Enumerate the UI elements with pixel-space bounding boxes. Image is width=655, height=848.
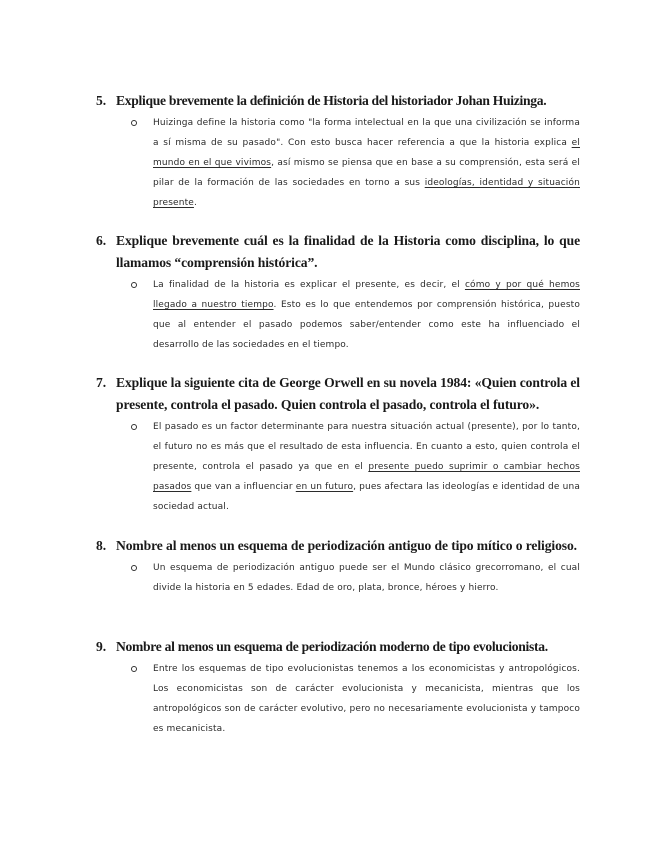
answer-item bbox=[96, 659, 580, 739]
answer-item bbox=[96, 275, 580, 355]
answer-text bbox=[153, 558, 580, 598]
question-title: Explique brevemente cuál es la finalidad de la Historia como disciplina, lo que llamamos “comprensión histórica”. bbox=[116, 233, 580, 270]
underlined-text: presente puedo suprimir o cambiar hechos pasados bbox=[153, 462, 580, 492]
hollow-bullet-icon bbox=[96, 275, 134, 355]
hollow-bullet-icon bbox=[96, 417, 134, 517]
answer-item bbox=[96, 113, 580, 213]
question-number: 7. bbox=[96, 375, 107, 390]
question-6 bbox=[96, 230, 580, 355]
question-8 bbox=[96, 535, 580, 598]
answer-text-run: , así mismo se piensa que en base a su comprensión, esta será el pilar de la formación de las sociedades en torno a sus bbox=[153, 158, 581, 188]
answer-item bbox=[96, 558, 580, 598]
question-number: 8. bbox=[96, 538, 107, 553]
hollow-bullet-icon bbox=[96, 659, 134, 739]
answer-text-run: El pasado es un factor determinante para nuestra situación actual (presente), por lo tanto, el futuro no es más que el resultado de esta influencia. En cuanto a esto, quien controla el presente, controla el pasado ya que en el bbox=[153, 422, 580, 472]
question-number: 5. bbox=[96, 93, 107, 108]
underlined-text: en un futuro bbox=[295, 482, 354, 492]
answer-text bbox=[153, 113, 580, 213]
question-title: Nombre al menos un esquema de periodización moderno de tipo evolucionista. bbox=[116, 639, 548, 654]
answer-text bbox=[153, 275, 580, 355]
underlined-text: el mundo en el que vivimos bbox=[153, 138, 580, 168]
answer-text-run: Entre los esquemas de tipo evolucionistas tenemos a los economicistas y antropológicos. Los economicistas son de carácter evolucionista y mecanicista, mientras que los antropológicos son de carácter evolutivo, pero no necesariamente evolucionista y tampoco es mecanicista. bbox=[153, 664, 580, 734]
answer-text-run: . bbox=[193, 198, 197, 208]
question-title: Nombre al menos un esquema de periodización antiguo de tipo mítico o religioso. bbox=[116, 538, 577, 553]
question-number: 9. bbox=[96, 639, 107, 654]
answer-text-run: Huizinga define la historia como "la forma intelectual en la que una civilización se informa a sí misma de su pasado". Con esto busca hacer referencia a que la historia explica bbox=[153, 118, 580, 148]
question-title: Explique la siguiente cita de George Orwell en su novela 1984: «Quien controla el presente, controla el pasado. Quien controla el pasado, controla el futuro». bbox=[116, 375, 580, 412]
hollow-bullet-icon bbox=[96, 558, 134, 598]
answer-text-run: que van a influenciar bbox=[191, 482, 296, 492]
question-number: 6. bbox=[96, 233, 107, 248]
answer-text-run: La finalidad de la historia es explicar el presente, es decir, el bbox=[153, 280, 465, 290]
question-9 bbox=[96, 636, 580, 739]
underlined-text: ideologías, identidad y situación presente bbox=[153, 178, 580, 208]
hollow-bullet-icon bbox=[96, 113, 134, 213]
answer-item bbox=[96, 417, 580, 517]
answer-text bbox=[153, 659, 580, 739]
underlined-text: cómo y por qué hemos llegado a nuestro tiempo bbox=[153, 280, 580, 310]
question-title: Explique brevemente la definición de Historia del historiador Johan Huizinga. bbox=[116, 93, 547, 108]
answer-text-run: Un esquema de periodización antiguo puede ser el Mundo clásico grecorromano, el cual divide la historia en 5 edades. Edad de oro, plata, bronce, héroes y hierro. bbox=[153, 563, 580, 593]
answer-text-run: . Esto es lo que entendemos por comprensión histórica, puesto que al entender el pasado podemos saber/entender como este ha influenciado el desarrollo de las sociedades en el tiempo. bbox=[153, 300, 580, 350]
answer-text-run: , pues afectara las ideologías e identidad de una sociedad actual. bbox=[153, 482, 580, 512]
question-7 bbox=[96, 372, 580, 517]
question-5 bbox=[96, 90, 580, 213]
answer-text bbox=[153, 417, 580, 517]
